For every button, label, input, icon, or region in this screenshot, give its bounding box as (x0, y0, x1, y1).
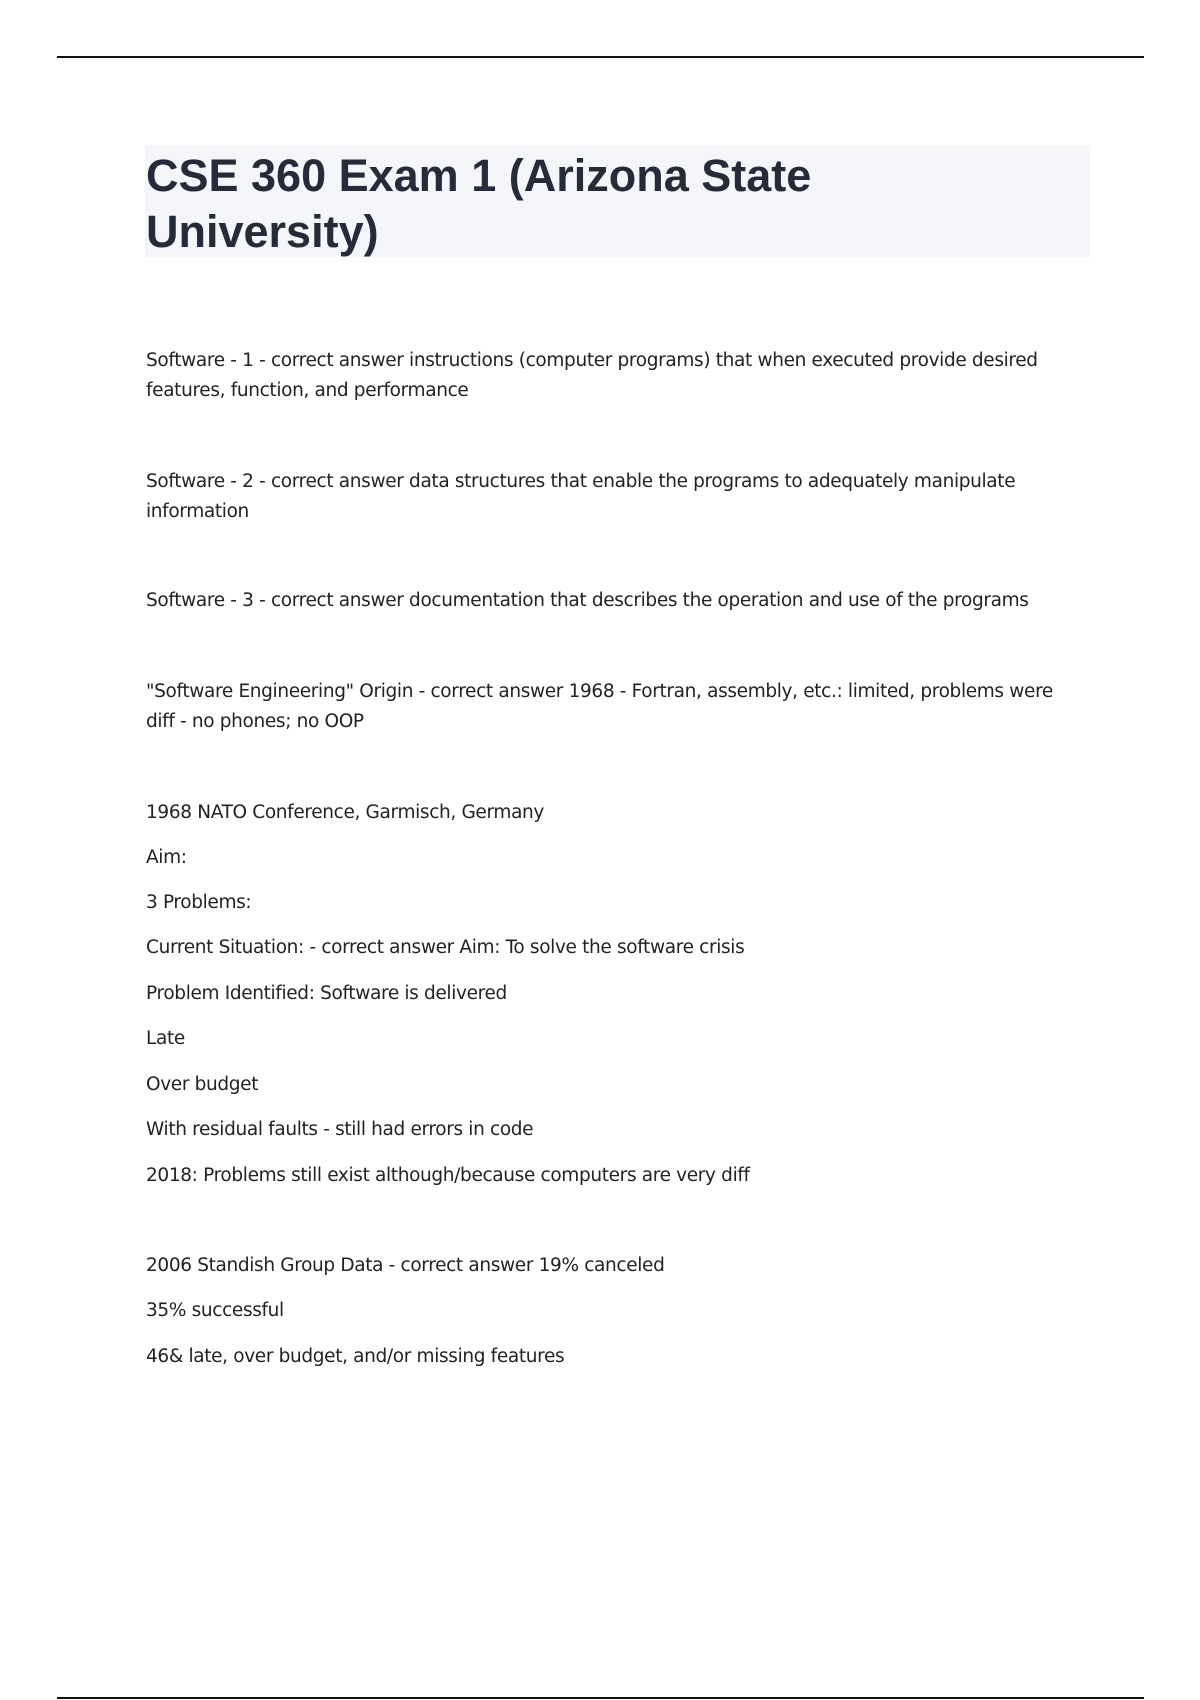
nato-line: 3 Problems: (146, 892, 252, 913)
nato-line: Over budget (146, 1074, 259, 1095)
standish-line: 35% successful (146, 1300, 284, 1321)
entry-se-origin: "Software Engineering" Origin - correct answer 1968 - Fortran, assembly, etc.: limited, problems were diff - no phones; no OOP (146, 681, 1053, 732)
nato-line: Current Situation: - correct answer Aim: To solve the software crisis (146, 937, 745, 958)
nato-line: Problem Identified: Software is delivered (146, 983, 507, 1004)
nato-line: 2018: Problems still exist although/because computers are very diff (146, 1165, 750, 1186)
standish-line: 46& late, over budget, and/or missing features (146, 1346, 565, 1367)
bottom-rule (57, 1697, 1144, 1699)
entry-software-1: Software - 1 - correct answer instructions (computer programs) that when executed provide desired features, function, and performance (146, 350, 1038, 401)
top-rule (57, 56, 1144, 58)
entry-software-2: Software - 2 - correct answer data structures that enable the programs to adequately manipulate information (146, 471, 1016, 522)
nato-line: With residual faults - still had errors in code (146, 1119, 534, 1140)
nato-line: Aim: (146, 847, 187, 868)
page-title: CSE 360 Exam 1 (Arizona State University) (146, 150, 812, 257)
nato-line: 1968 NATO Conference, Garmisch, Germany (146, 802, 545, 823)
standish-line: 2006 Standish Group Data - correct answer 19% canceled (146, 1255, 665, 1276)
nato-line: Late (146, 1028, 185, 1049)
entry-software-3: Software - 3 - correct answer documentation that describes the operation and use of the programs (146, 590, 1029, 611)
